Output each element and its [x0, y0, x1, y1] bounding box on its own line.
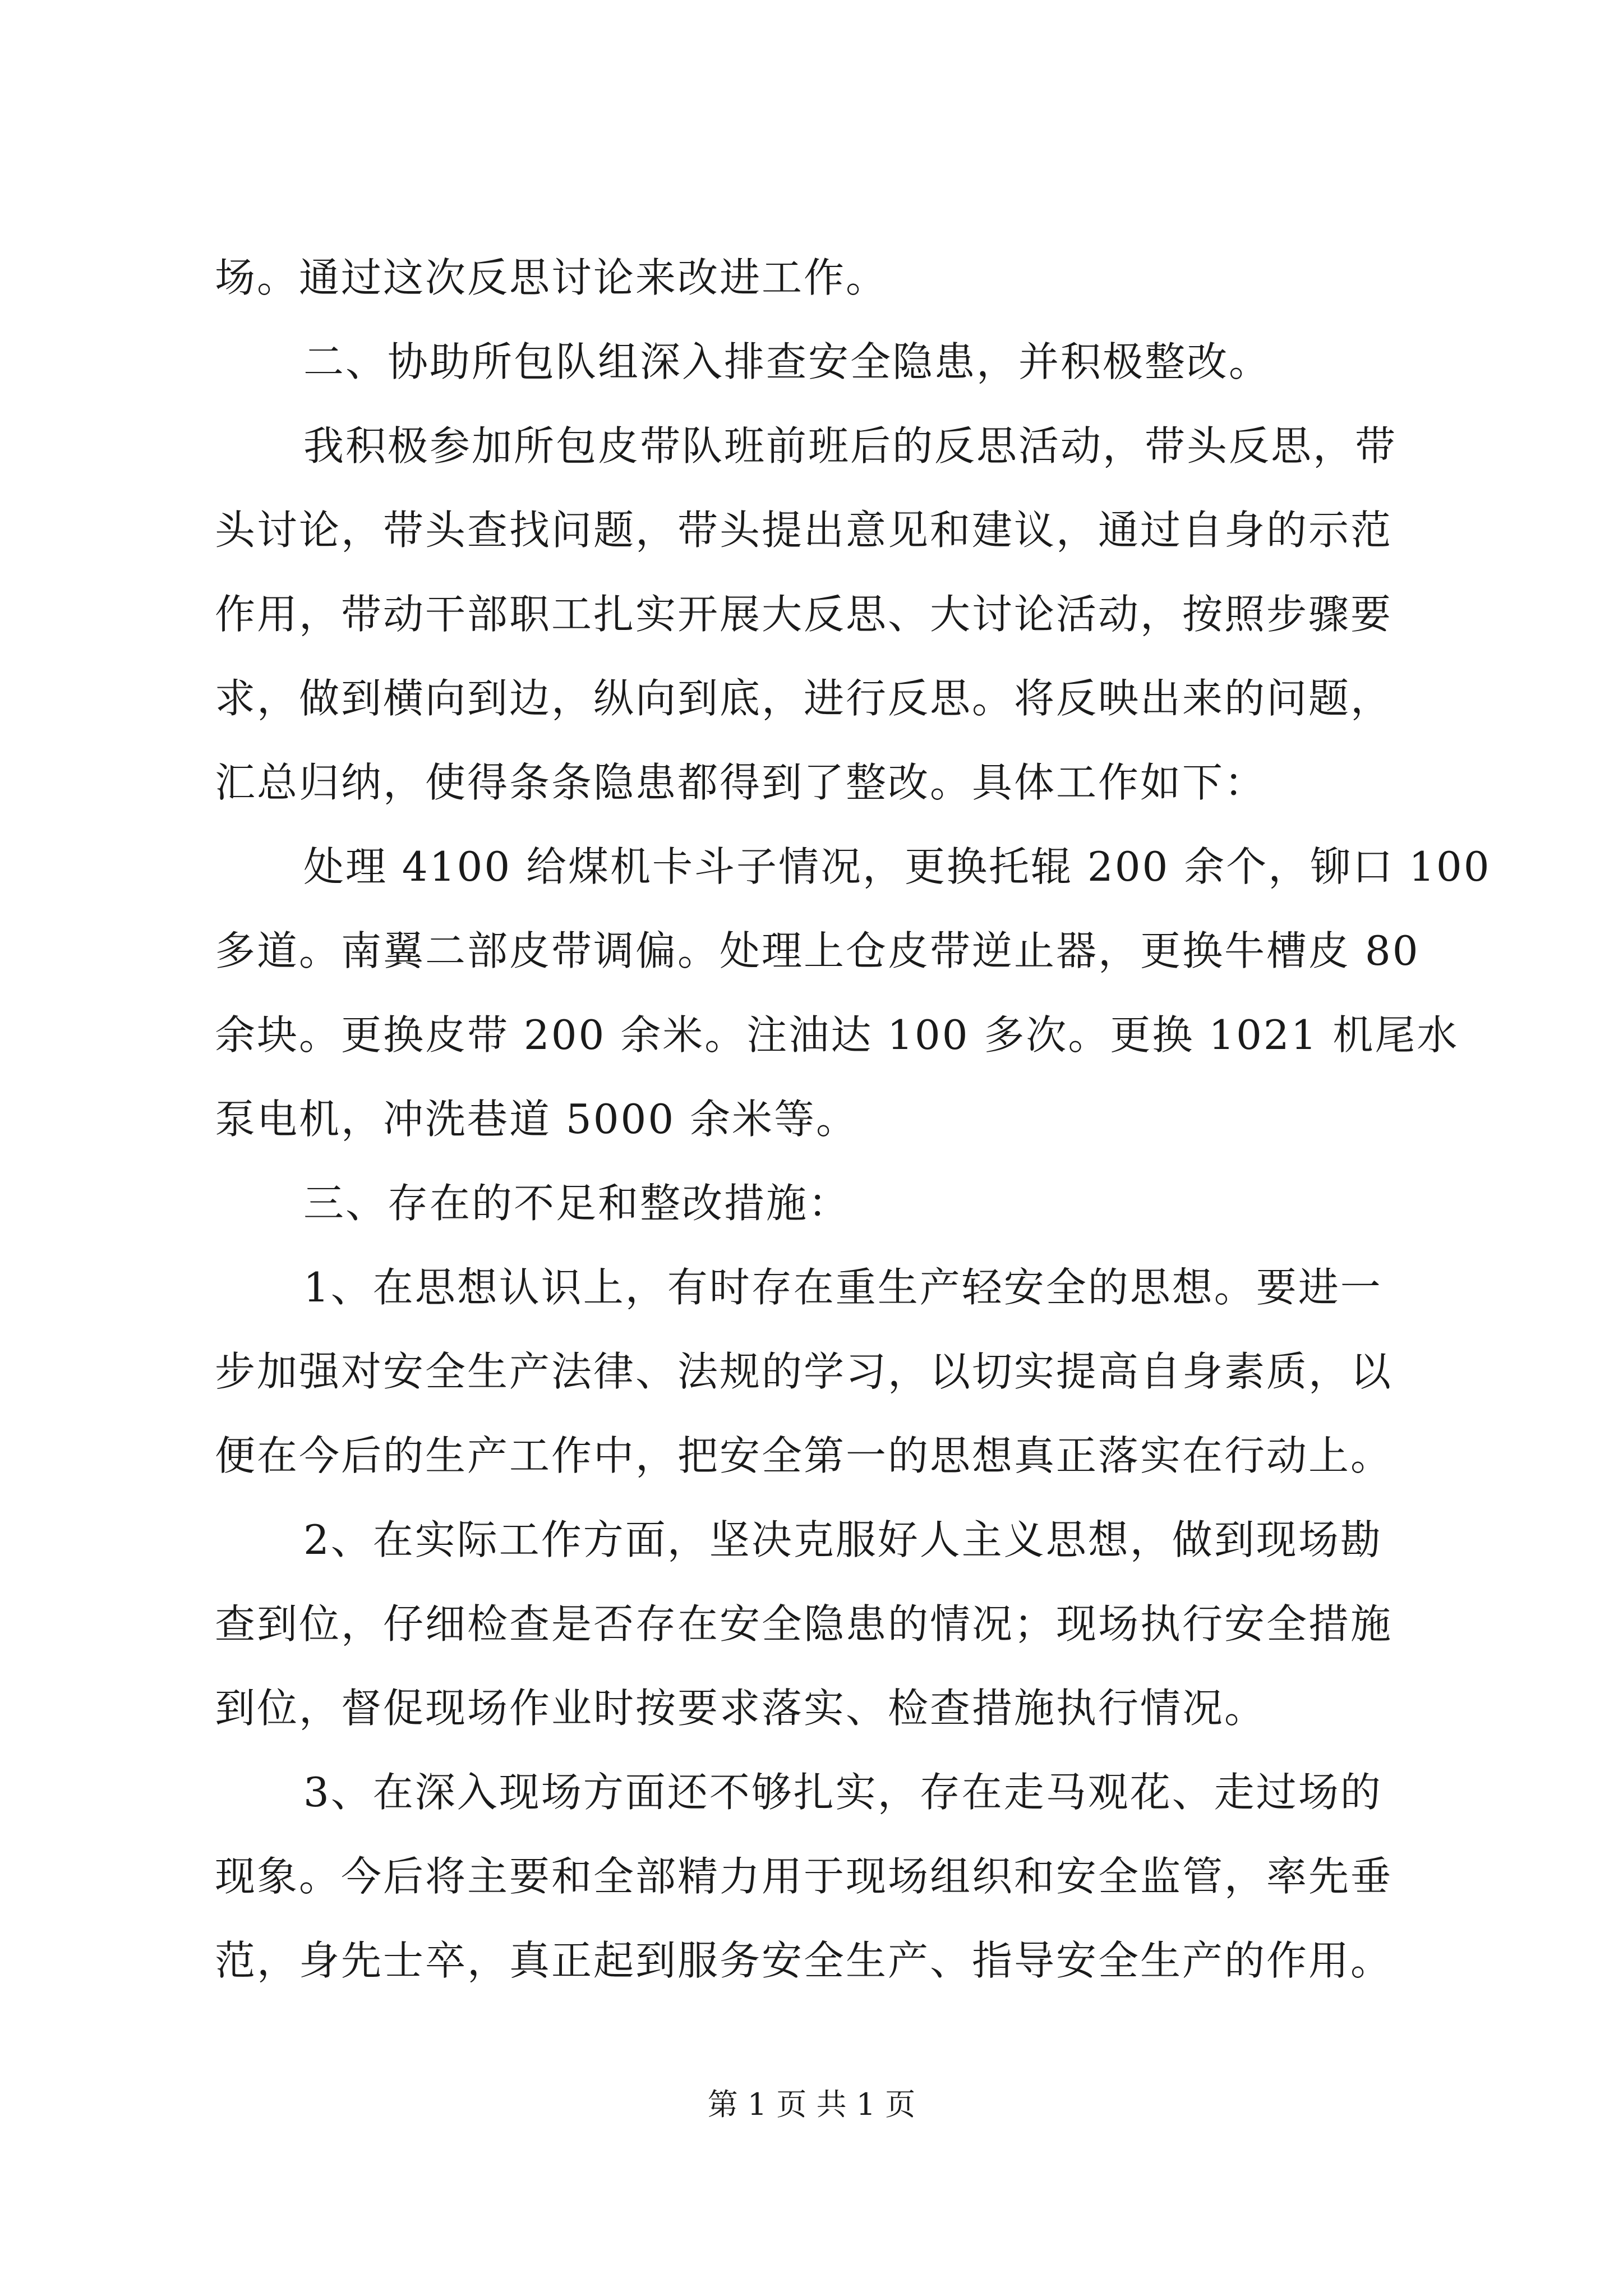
text-line-9: 多道。南翼二部皮带调偏。处理上仓皮带逆止器，更换牛槽皮 80: [215, 927, 1420, 974]
text-line-16: 2、在实际工作方面，坚决克服好人主义思想，做到现场勘: [303, 1516, 1382, 1563]
document-body: [215, 236, 1491, 2003]
text-line-5: 作用，带动干部职工扎实开展大反思、大讨论活动，按照步骤要: [215, 591, 1393, 638]
text-line-6: 求，做到横向到边，纵向到底，进行反思。将反映出来的问题，: [215, 675, 1393, 722]
text-line-13: 1、在思想认识上，有时存在重生产轻安全的思想。要进一: [303, 1264, 1382, 1311]
text-line-20: 现象。今后将主要和全部精力用于现场组织和安全监管，率先垂: [215, 1853, 1393, 1900]
text-line-18: 到位，督促现场作业时按要求落实、检查措施执行情况。: [215, 1685, 1267, 1732]
text-line-11: 泵电机，冲洗巷道 5000 余米等。: [215, 1096, 859, 1143]
text-line-21: 范，身先士卒，真正起到服务安全生产、指导安全生产的作用。: [215, 1937, 1393, 1984]
text-line-1: 场。通过这次反思讨论来改进工作。: [215, 254, 888, 301]
text-line-4: 头讨论，带头查找问题，带头提出意见和建议，通过自身的示范: [215, 507, 1393, 554]
section-heading-2: 二、协助所包队组深入排查安全隐患，并积极整改。: [303, 338, 1271, 385]
text-line-7: 汇总归纳，使得条条隐患都得到了整改。具体工作如下：: [215, 759, 1267, 806]
text-line-15: 便在今后的生产工作中，把安全第一的思想真正落实在行动上。: [215, 1432, 1393, 1479]
text-line-14: 步加强对安全生产法律、法规的学习，以切实提高自身素质，以: [215, 1348, 1393, 1395]
text-line-8: 处理 4100 给煤机卡斗子情况，更换托辊 200 余个，铆口 100: [303, 843, 1491, 890]
section-heading-3: 三、存在的不足和整改措施：: [303, 1180, 851, 1227]
text-line-19: 3、在深入现场方面还不够扎实，存在走马观花、走过场的: [303, 1769, 1382, 1816]
text-line-17: 查到位，仔细检查是否存在安全隐患的情况；现场执行安全措施: [215, 1600, 1393, 1648]
page-number-footer: 第 1 页 共 1 页: [707, 2087, 916, 2122]
text-line-3: 我积极参加所包皮带队班前班后的反思活动，带头反思，带: [303, 422, 1398, 470]
text-line-10: 余块。更换皮带 200 余米。注油达 100 多次。更换 1021 机尾水: [215, 1011, 1459, 1059]
